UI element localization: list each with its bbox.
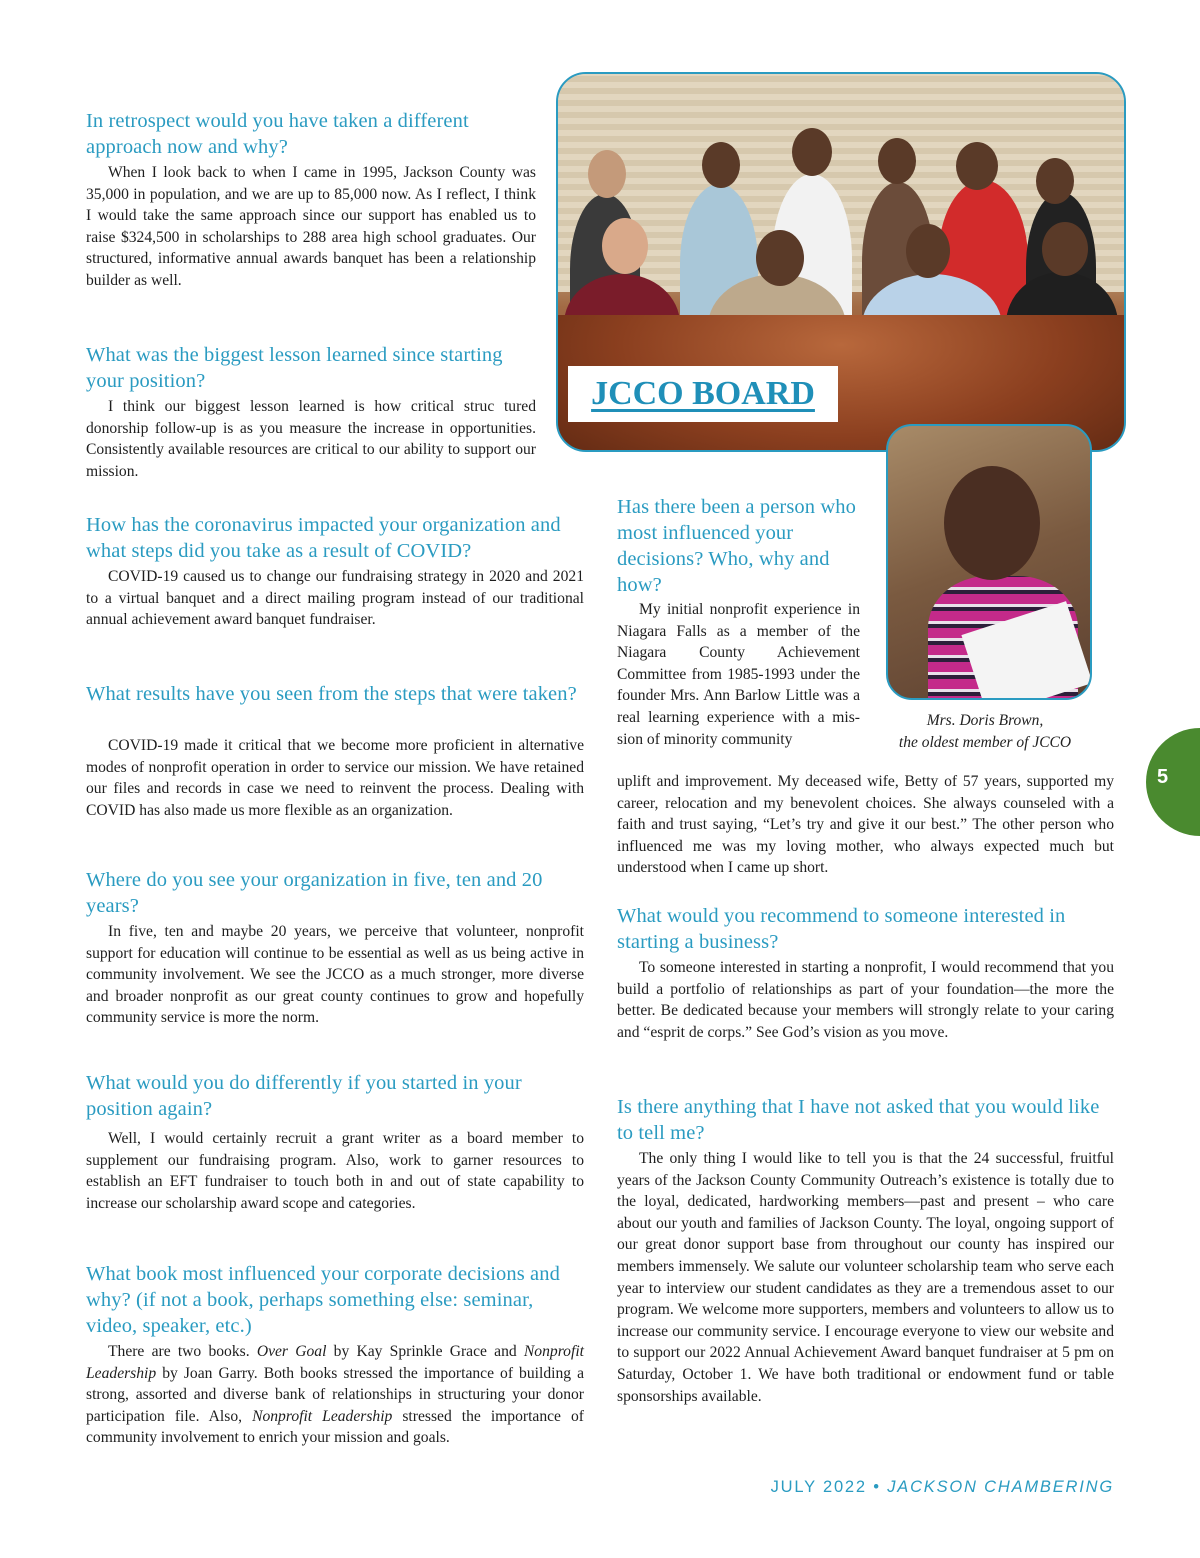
answer-paragraph: My initial nonprofit experience in Niagara Falls as a member of the Niagara County Achievement Committee from 1985-1993 under the founder Mrs. Ann Barlow Little was a real learning experience with a mission of minority community [617,601,860,748]
question-heading: What results have you seen from the steps that were taken? [86,683,577,705]
answer-paragraph: I think our biggest lesson learned is how critical struc tured donorship follow-up is as you measure the increase in opportunities. Consistently available resources are critical to our ability to support our mission. [86,398,536,480]
page-footer: JULY 2022 • JACKSON CHAMBERING [770,1478,1114,1496]
answer-paragraph: In five, ten and maybe 20 years, we perceive that volunteer, nonprofit support for education will continue to be essential as well as us being active in community involvement. We see the JCCO as a much stronger, more diverse and broader nonprofit as our great county continues to grow and hopefully community service is more the norm. [86,923,584,1027]
answer-paragraph: When I look back to when I came in 1995, Jackson County was 35,000 in population, and we are up to 85,000 now. As I reflect, I think I would take the same approach since our support has enabled us to raise $324,500 in scholarships to 288 area high school graduates. Our structured, informative annual awards banquet has been a relationship builder as well. [86,164,536,289]
book-title: Over Goal [256,1343,327,1360]
book-title: Nonprofit Leadership [252,1407,393,1425]
question-heading: Is there anything that I have not asked that you would like to tell me? [617,1096,1100,1144]
question-heading: What would you do differently if you started in your position again? [86,1072,522,1120]
page-number: 5 [1157,766,1169,788]
page-number-tab [1146,728,1200,836]
question-heading: Has there been a person who most influenced your decisions? Who, why and how? [617,496,856,596]
photo-caption: the oldest member of JCCO [898,734,1072,751]
question-heading: What would you recommend to someone interested in starting a business? [617,905,1066,953]
answer-paragraph: COVID-19 caused us to change our fundraising strategy in 2020 and 2021 to a virtual banquet and a direct mailing program instead of our traditional annual achievement award banquet fundraiser. [86,568,584,629]
question-heading: What book most influenced your corporate decisions and why? (if not a book, perhaps something else: seminar, video, speaker, etc.) [86,1263,560,1337]
answer-paragraph: Well, I would certainly recruit a grant writer as a board member to supplement our fundraising program. Also, work to garner resources to establish an EFT fundraiser to touch both in and out of state capability to increase our scholarship award scope and categories. [86,1130,584,1212]
board-label: JCCO BOARD [568,366,838,422]
doris-brown-photo [886,424,1092,700]
question-heading: How has the coronavirus impacted your organization and what steps did you take as a result of COVID? [86,514,561,562]
answer-paragraph: To someone interested in starting a nonprofit, I would recommend that you build a portfolio of relationships as part of your foundation—the more the better. Be dedicated because your members will strongly relate to your caring and “esprit de corps.” See God’s vision as you move. [617,959,1114,1041]
answer-paragraph: The only thing I would like to tell you is that the 24 successful, fruitful years of the Jackson County Community Outreach’s existence is totally due to the loyal, dedicated, hardworking members—past and present – who care about our youth and families of Jackson County. The loyal, ongoing support of our great donor support base from throughout our county has inspired our members immensely. We salute our volunteer scholarship team who serve each year to interview our student candidates as they are a tremendous asset to our program. We welcome more supporters, members and volunteers to allow us to increase our community service. I encourage everyone to view our website and to support our 2022 Annual Achievement Award banquet fundraiser at 5 pm on Saturday, October 1. We have both traditional or endowment fund or table sponsorships available. [617,1150,1114,1405]
answer-paragraph: COVID-19 made it critical that we become more proficient in alternative modes of nonprofit operation in order to service our mission. We have retained our files and records in case we need to reinvent the process. Dealing with COVID has also made us more flexible as an organization. [86,737,584,819]
answer-paragraph: There are two books. Over Goal by Kay Sprinkle Grace and Nonprofit Leadership by Joan Garry. Both books stressed the importance of building a strong, assorted and diverse bank of relationships in structuring your donor participation file. Also, Nonprofit Leadership stressed the importance of community involvement to enrich your mission and goals. [86,1343,584,1447]
question-heading: Where do you see your organization in five, ten and 20 years? [86,869,543,917]
photo-caption: Mrs. Doris Brown, [926,712,1044,729]
answer-paragraph: uplift and improvement. My deceased wife, Betty of 57 years, supported my career, relocation and my benevolent choices. She always counseled with a faith and trust saying, “Let’s try and give it our best.” The other person who influenced me was my loving mother, who always expected much but understood when I came up short. [617,773,1114,877]
book-title: Nonprofit Leadership [86,1343,584,1382]
question-heading: What was the biggest lesson learned since starting your position? [86,344,503,392]
magazine-name: JACKSON CHAMBERING [887,1478,1114,1496]
question-heading: In retrospect would you have taken a different approach now and why? [86,110,469,158]
